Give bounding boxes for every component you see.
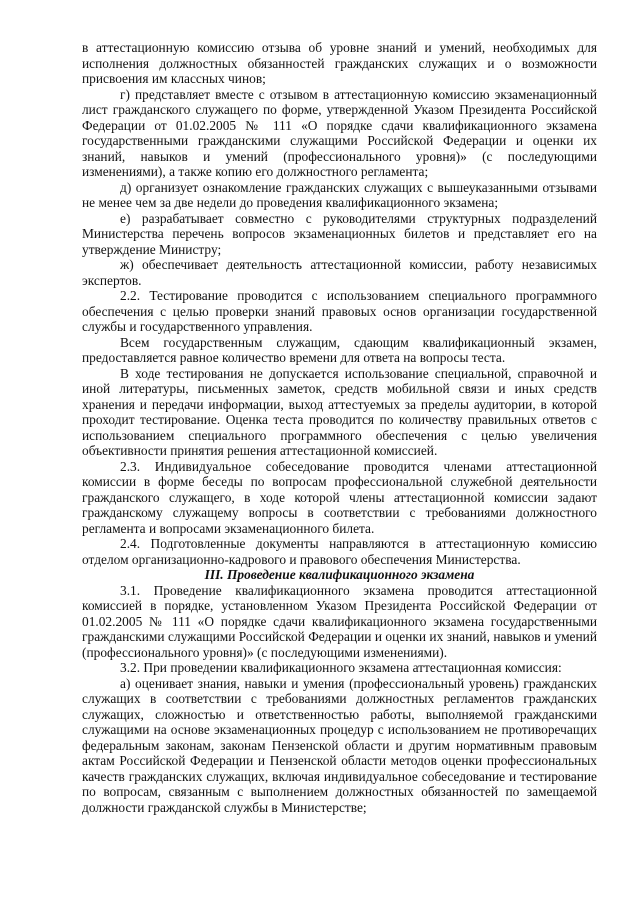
paragraph-3-1: 3.1. Проведение квалификационного экзамена проводится аттестационной комиссией в порядке, установленном Указом Президента Российской Федерации от 01.02.2005 № 111 «О порядке сдачи квалификационного экзамена государственными гражданскими служащими Российской Федерации и оценки их знаний, навыков и умений (профессионального уровня)» (с последующими изменениями). — [82, 582, 597, 660]
paragraph-item-zh: ж) обеспечивает деятельность аттестационной комиссии, работу независимых экспертов. — [82, 257, 597, 288]
paragraph-item-e: е) разрабатывает совместно с руководителями структурных подразделений Министерства перечень вопросов экзаменационных билетов и представляет его на утверждение Министру; — [82, 210, 597, 257]
paragraph-2-3: 2.3. Индивидуальное собеседование проводится членами аттестационной комиссии в форме беседы по вопросам профессиональной служебной деятельности гражданского служащего, в ходе которой члены аттестационной комиссии задают гражданскому служащему вопросы в соответствии с требованиями должностного регламента и вопросами экзаменационного билета. — [82, 458, 597, 536]
paragraph-2-2: 2.2. Тестирование проводится с использованием специального программного обеспечения с целью проверки знаний правовых основ организации государственной службы и государственного управления. — [82, 288, 597, 334]
paragraph-3-2: 3.2. При проведении квалификационного экзамена аттестационная комиссия: — [120, 660, 562, 675]
section-heading: III. Проведение квалификационного экзамена — [204, 567, 475, 582]
paragraph-item-d: д) организует ознакомление гражданских служащих с вышеуказанными отзывами не менее чем за две недели до проведения квалификационного экзамена; — [82, 179, 597, 210]
paragraph-item-a: а) оценивает знания, навыки и умения (профессиональный уровень) гражданских служащих в соответствии с требованиями должностных регламентов гражданских служащих, сложностью и ответственностью работы, выполняемой гражданскими служащими на основе экзаменационных процедур с использованием не противоречащих федеральным законам, законам Пензенской области и другим нормативным правовым актам Российской Федерации и Пензенской области методов оценки профессиональных качеств гражданских служащих, включая индивидуальное собеседование и тестирование по вопросам, связанным с выполнением должностных обязанностей по замещаемой должности гражданской службы в Министерстве; — [82, 675, 597, 815]
paragraph-item-g: г) представляет вместе с отзывом в аттестационную комиссию экзаменационный лист гражданского служащего по форме, утвержденной Указом Президента Российской Федерации от 01.02.2005 № 111 «О порядке сдачи квалификационного экзамена государственными гражданскими служащими Российской Федерации и оценки их знаний, навыков и умений (профессионального уровня)» (с последующими изменениями), а также копию его должностного регламента; — [82, 86, 597, 179]
paragraph-test-rules: В ходе тестирования не допускается использование специальной, справочной и иной литературы, письменных заметок, средств мобильной связи и иных средств хранения и передачи информации, выход аттестуемых за пределы аудитории, в которой проходит тестирование. Оценка теста проводится по количеству правильных ответов с использованием специального программного обеспечения с целью увеличения объективности принятия решения аттестационной комиссией. — [82, 365, 597, 458]
paragraph-continuation: в аттестационную комиссию отзыва об уровне знаний и умений, необходимых для исполнения должностных обязанностей гражданских служащих и о возможности присвоения им классных чинов; — [82, 40, 597, 86]
paragraph-test-time: Всем государственным служащим, сдающим квалификационный экзамен, предоставляется равное количество времени для ответа на вопросы теста. — [82, 334, 597, 365]
paragraph-2-4: 2.4. Подготовленные документы направляются в аттестационную комиссию отделом организационно-кадрового и правового обеспечения Министерства. — [82, 536, 597, 567]
